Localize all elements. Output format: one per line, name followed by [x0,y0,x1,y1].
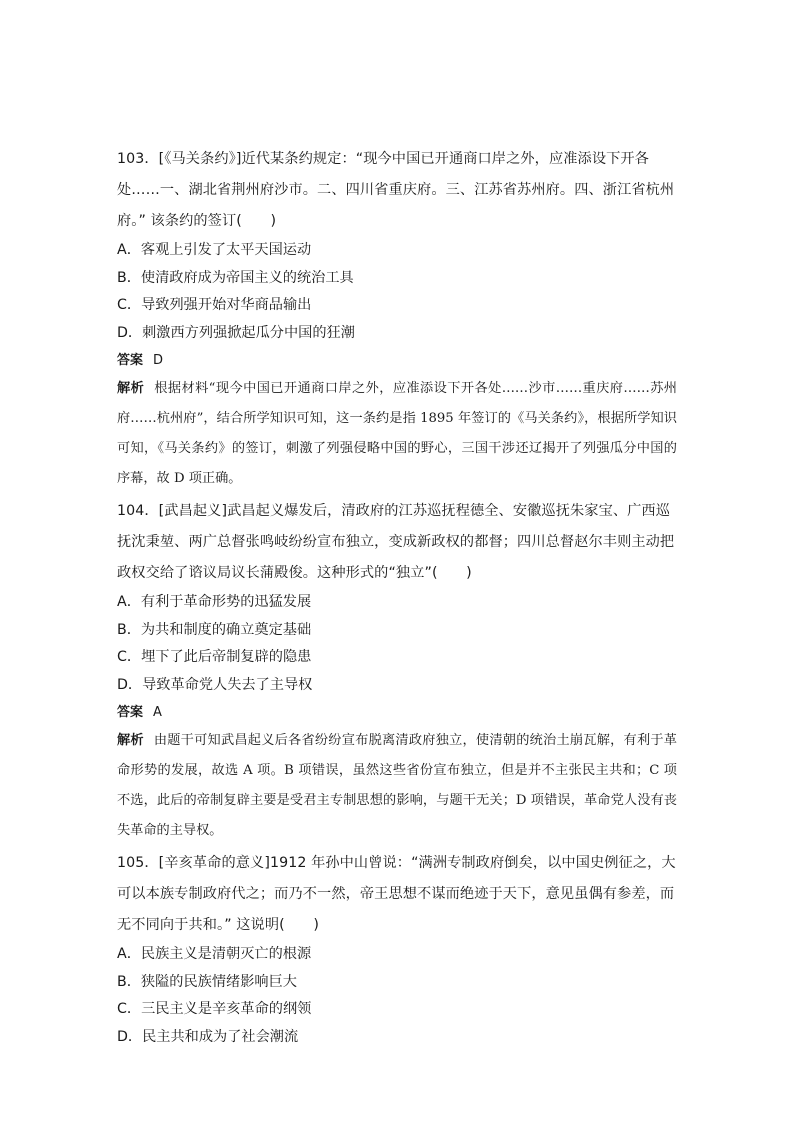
option-d: D．民主共和成为了社会潮流 [117,1028,299,1045]
option-b: B．为共和制度的确立奠定基础 [117,621,312,638]
answer-value: D [153,353,164,368]
answer-line [117,347,677,374]
analysis-text: 根据材料“现今中国已开通商口岸之外，应准添设下开各处……沙市……重庆府……苏州府……杭州府”，结合所学知识可知，这一条约是指 1895 年签订的《马关条约》，根据所学知识可知，《马关条约》的签订，刺激了列强侵略中国的野心，三国干涉还辽揭开了列强瓜分中国的序幕，故 D 项正确。 [117,381,677,486]
option-a: A．民族主义是清朝灭亡的根源 [117,946,312,962]
option-d: D．刺激西方列强掀起瓜分中国的狂潮 [117,324,355,341]
question-stem: 104．[武昌起义]武昌起义爆发后，清政府的江苏巡抚程德全、安徽巡抚朱家宝、广西巡抚沈秉堃、两广总督张鸣岐纷纷宣布独立，变成新政权的都督；四川总督赵尔丰则主动把政权交给了谘议局议长蒲殿俊。这种形式的“独立”( ) [117,503,675,581]
option-list [117,237,677,347]
option-c: C．埋下了此后帝制复辟的隐患 [117,649,312,665]
option-b: B．狭隘的民族情绪影响巨大 [117,973,297,990]
document-page [117,144,677,1051]
option-list [117,589,677,699]
question-stem: 103．[《马关条约》]近代某条约规定：“现今中国已开通商口岸之外，应准添设下开各处……一、湖北省荆州府沙市。二、四川省重庆府。三、江苏省苏州府。四、浙江省杭州府。” 该条约的签订( ) [117,151,675,229]
question-105 [117,848,677,1051]
option-c: C．导致列强开始对华商品输出 [117,297,312,313]
option-a: A．客观上引发了太平天国运动 [117,242,312,258]
question-stem: 105．[辛亥革命的意义]1912 年孙中山曾说：“满洲专制政府倒矣，以中国史例征之，大可以本族专制政府代之；而乃不一然，帝王思想不谋而绝迹于天下，意见虽偶有参差，而无不同向于共和。” 这说明( ) [117,855,676,933]
option-a: A．有利于革命形势的迅猛发展 [117,594,312,610]
answer-label: 答案 [117,705,144,720]
analysis-label: 解析 [117,733,144,748]
analysis-label: 解析 [117,381,145,396]
answer-label: 答案 [117,353,144,368]
analysis-paragraph [117,726,677,846]
option-c: C．三民主义是辛亥革命的纲领 [117,1001,312,1017]
question-103 [117,144,677,494]
analysis-paragraph [117,374,677,494]
analysis-text: 由题干可知武昌起义后各省纷纷宣布脱离清政府独立，使清朝的统治土崩瓦解，有利于革命形势的发展，故选 A 项。B 项错误，虽然这些省份宣布独立，但是并不主张民主共和；C 项不选，此后的帝制复辟主要是受君主专制思想的影响，与题干无关；D 项错误，革命党人没有丧失革命的主导权。 [117,733,677,838]
option-list [117,941,677,1051]
answer-line [117,699,677,726]
option-b: B．使清政府成为帝国主义的统治工具 [117,269,354,286]
option-d: D．导致革命党人失去了主导权 [117,676,313,693]
question-104 [117,496,677,846]
answer-value: A [153,705,162,720]
